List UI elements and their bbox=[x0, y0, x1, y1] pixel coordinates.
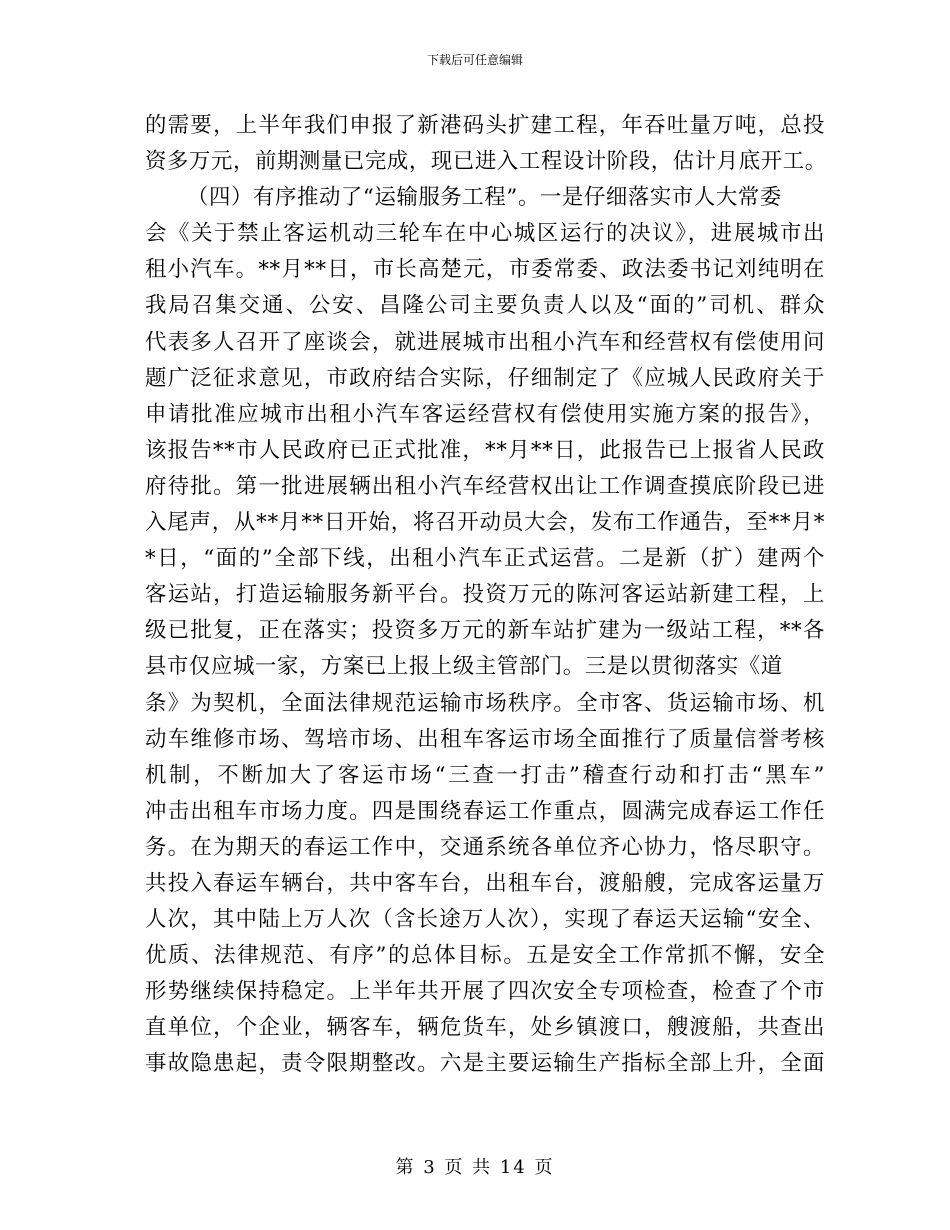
text-line: 会《关于禁止客运机动三轮车在中心城区运行的决议》，进展城市出 bbox=[145, 221, 825, 247]
text-line: 客运站，打造运输服务新平台。投资万元的陈河客运站新建工程，上 bbox=[145, 582, 825, 608]
text-line: 条》为契机，全面法律规范运输市场秩序。全市客、货运输市场、机 bbox=[145, 690, 825, 716]
paragraph-start-line: （四）有序推动了“运输服务工程”。一是仔细落实市人大常委 bbox=[187, 185, 782, 211]
text-line: 该报告**市人民政府已正式批准，**月**日，此报告已上报省人民政 bbox=[145, 437, 825, 463]
text-line: 共投入春运车辆台，共中客车台，出租车台，渡船艘，完成客运量万 bbox=[145, 870, 825, 896]
text-line: 我局召集交通、公安、昌隆公司主要负责人以及“面的”司机、群众 bbox=[145, 293, 825, 319]
page-header: 下载后可任意编辑 bbox=[426, 53, 523, 67]
text-line: 人次，其中陆上万人次（含长途万人次），实现了春运天运输“安全、 bbox=[145, 907, 825, 933]
text-line: 府待批。第一批进展辆出租小汽车经营权出让工作调查摸底阶段已进 bbox=[145, 473, 825, 499]
text-line: 直单位，个企业，辆客车，辆危货车，处乡镇渡口，艘渡船，共查出 bbox=[145, 1015, 825, 1041]
text-line: 机制，不断加大了客运市场“三查一打击”稽查行动和打击“黑车” bbox=[145, 762, 825, 788]
text-line: 务。在为期天的春运工作中，交通系统各单位齐心协力，恪尽职守。 bbox=[145, 834, 825, 860]
text-line: 形势继续保持稳定。上半年共开展了四次安全专项检查，检查了个市 bbox=[145, 979, 825, 1005]
text-line: 申请批准应城市出租小汽车客运经营权有偿使用实施方案的报告》， bbox=[145, 401, 825, 427]
text-line: 冲击出租车市场力度。四是围绕春运工作重点，圆满完成春运工作任 bbox=[145, 798, 825, 824]
text-line: 优质、法律规范、有序”的总体目标。五是安全工作常抓不懈，安全 bbox=[145, 943, 825, 969]
document-body bbox=[145, 108, 825, 1083]
text-line: 资多万元，前期测量已完成，现已进入工程设计阶段，估计月底开工。 bbox=[145, 149, 827, 175]
text-line: 事故隐患起，责令限期整改。六是主要运输生产指标全部上升，全面 bbox=[145, 1051, 825, 1077]
text-line: 代表多人召开了座谈会，就进展城市出租小汽车和经营权有偿使用问 bbox=[145, 329, 825, 355]
text-line: 租小汽车。**月**日，市长高楚元，市委常委、政法委书记刘纯明在 bbox=[145, 257, 825, 283]
text-line: 级已批复，正在落实；投资多万元的新车站扩建为一级站工程，**各 bbox=[145, 618, 825, 644]
text-line: *日，“面的”全部下线，出租小汽车正式运营。二是新（扩）建两个 bbox=[145, 546, 825, 572]
text-line: 入尾声，从**月**日开始，将召开动员大会，发布工作通告，至**月* bbox=[145, 510, 825, 536]
text-line: 动车维修市场、驾培市场、出租车客运市场全面推行了质量信誉考核 bbox=[145, 726, 825, 752]
text-line: 的需要，上半年我们申报了新港码头扩建工程，年吞吐量万吨，总投 bbox=[145, 113, 825, 138]
text-line: 县市仅应城一家，方案已上报上级主管部门。三是以贯彻落实《道 bbox=[145, 654, 783, 680]
text-line: 题广泛征求意见，市政府结合实际，仔细制定了《应城人民政府关于 bbox=[145, 365, 825, 391]
page-number-footer: 第 3 页 共 14 页 bbox=[395, 1157, 555, 1178]
